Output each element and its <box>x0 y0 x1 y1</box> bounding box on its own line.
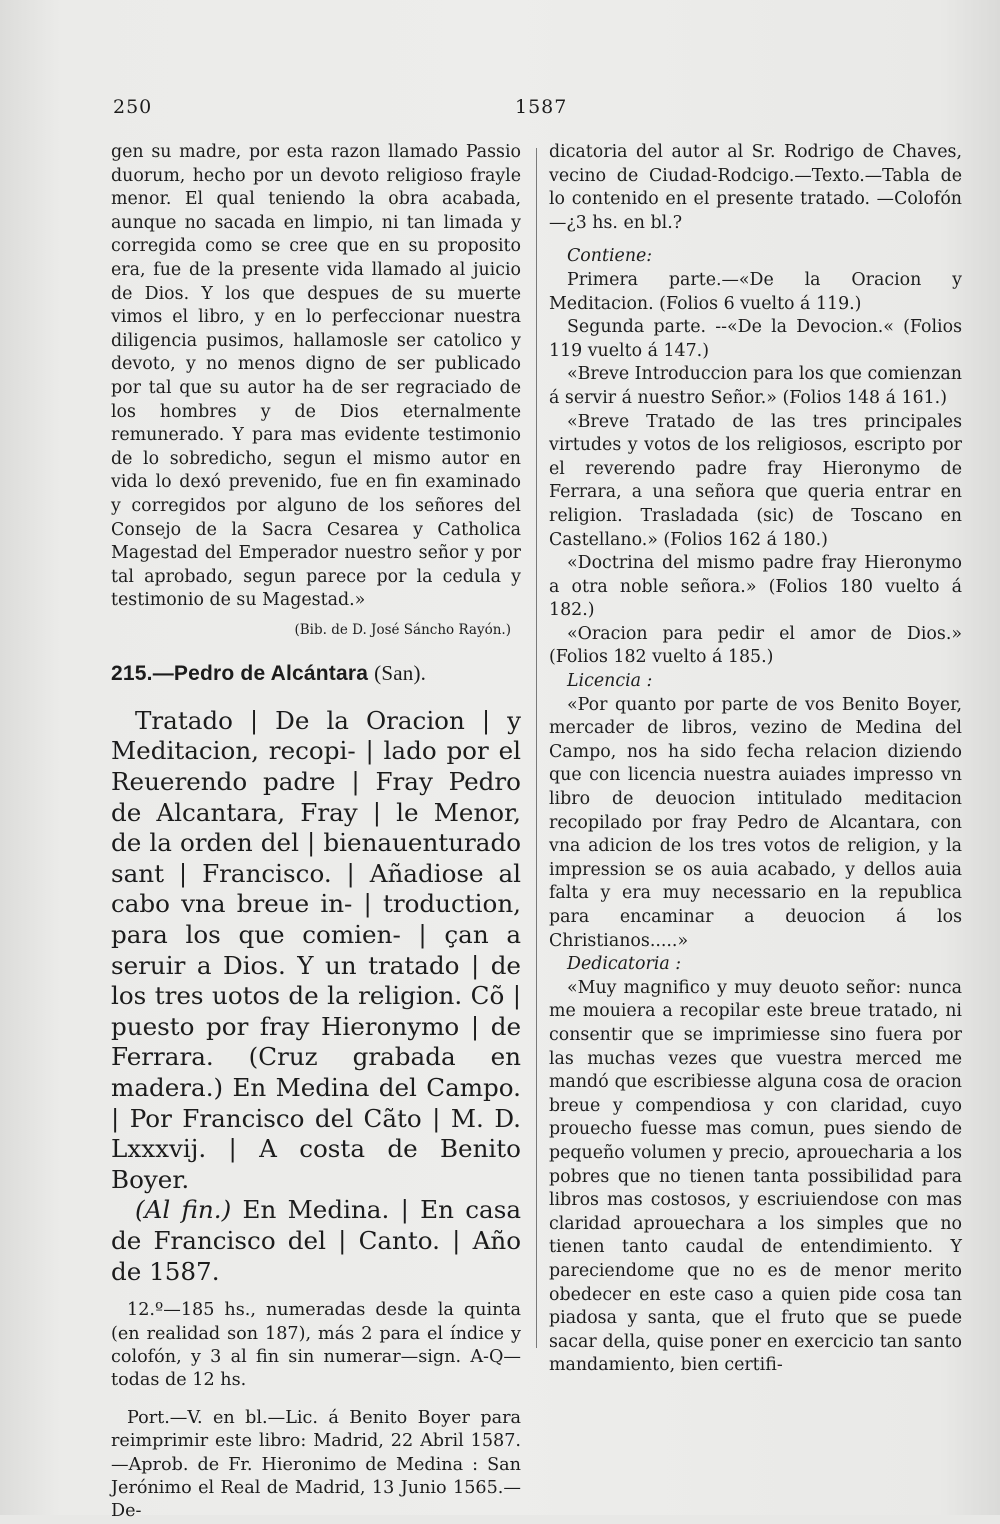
entry-heading <box>111 661 521 686</box>
licencia-label: Licencia : <box>567 671 653 692</box>
contents-item: «Breve Introduccion para los que comienzan á servir á nuestro Señor.» (Folios 148 á 161.) <box>549 364 962 408</box>
contents-item: «Doctrina del mismo padre fray Hieronymo a otra noble señora.» (Folios 180 vuelto á 182.) <box>549 553 962 621</box>
contiene-label: Contiene: <box>567 246 653 267</box>
source-citation: (Bib. de D. José Sáncho Rayón.) <box>294 621 511 638</box>
left-column <box>111 141 521 1524</box>
description-end: dicatoria del autor al Sr. Rodrigo de Chaves, vecino de Ciudad-Rodcigo.—Texto.—Tabla de lo contenido en el presente tratado. —Colofón—¿3 hs. en bl.? <box>549 142 962 233</box>
contents-item: «Breve Tratado de las tres principales virtudes y votos de los religiosos, escripto por el reverendo padre fray Hieronymo de Ferrara, a una señora que queria entrar en religion. Trasladada (sic) de Toscano en Castellano.» (Folios 162 á 180.) <box>549 411 962 550</box>
colophon-label: (Al fin.) <box>135 1195 232 1225</box>
contents-item: «Oracion para pedir el amor de Dios.» (Folios 182 vuelto á 185.) <box>549 623 962 668</box>
contents-item: Primera parte.—«De la Oracion y Meditacion. (Folios 6 vuelto á 119.) <box>549 269 962 314</box>
continuation-paragraph: gen su madre, por esta razon llamado Passio duorum, hecho por un devoto religioso frayle menor. El qual teniendo la obra acabada, aunque no sacada en limpio, ni tan limada y corregida como se cree que en su proposito era, fue de la presente vida llamado al juicio de Dios. Y los que despues de su muerte vimos el libro, y en lo perfeccionar nuestra diligencia pusimos, hallamosle ser catolico y devoto, y no menos digno de ser publicado por tal que su autor ha de ser regraciado de los hombres y de Dios eternalmente remunerado. Y para mas evidente testimonio de lo sobredicho, segun el mismo autor en vida lo dexó prevenido, fue en fin examinado y corregidos por alguno de los señores del Consejo de la Sacra Cesarea y Catholica Magestad del Emperador nuestro señor y por tal aprobado, segun parece por la cedula y testimonio de su Magestad.» <box>111 142 521 611</box>
entry-number: 215. <box>111 661 153 685</box>
description-start: Port.—V. en bl.—Lic. á Benito Boyer para reimprimir este libro: Madrid, 22 Abril 1587.—Aprob. de Fr. Hieronimo de Medina : San Jerónimo el Real de Madrid, 13 Junio 1565.—De- <box>111 1407 521 1522</box>
dedicatoria-label: Dedicatoria : <box>567 954 682 975</box>
contents-item: Segunda parte. --«De la Devocion.« (Folios 119 vuelto á 147.) <box>549 317 962 361</box>
column-divider <box>536 148 537 1348</box>
licencia-text: «Por quanto por parte de vos Benito Boyer, mercader de libros, vezino de Medina del Campo, nos ha sido fecha relacion diziendo que con licencia nuestra auiades impresso vn libro de deuocion intitulado meditacion recopilado por fray Pedro de Alcantara, con vna adicion de los tres votos de religion, y la impression se os auia acabado, y dellos auia falta y era muy necessario en la republica para encaminar a deuocion á los Christianos.....» <box>549 694 962 951</box>
title-transcription: Tratado | De la Oracion | y Meditacion, recopi- | lado por el Reuerendo padre | Fray Pedro de Alcantara, Fray | le Menor, de la orden del | bienauenturado sant | Francisco. | Añadiose al cabo vna breue in- | troduction, para los que comien- | çan a seruir a Dios. Y un tratado | de los tres uotos de la religion. Cõ | puesto por fray Hieronymo | de Ferrara. (Cruz grabada en madera.) En Medina del Campo. | Por Francisco del Cãto | M. D. Lxxxvij. | A costa de Benito Boyer. <box>111 705 521 1194</box>
entry-saint: (San). <box>374 660 427 685</box>
right-column <box>549 141 962 1378</box>
colophon-text: En Medina. | En casa de Francisco del | Canto. | Año de 1587. <box>111 1195 521 1286</box>
page-number: 250 <box>113 96 153 118</box>
collation: 12.º—185 hs., numeradas desde la quinta (en realidad son 187), más 2 para el índice y colofón, y 3 al fin sin numerar—sign. A-Q—todas de 12 hs. <box>111 1300 521 1391</box>
colophon <box>111 1195 521 1287</box>
running-head-year: 1587 <box>515 96 568 118</box>
dedicatoria-text: «Muy magnifico y muy deuoto señor: nunca me mouiera a recopilar este breue tratado, ni consentir que se imprimiesse sino fuera por las muchas vezes que vuestra merced me mandó que escribiesse alguna cosa de oracion breue y compendiosa y con claridad, cuyo prouecho fuesse mas comun, pues siendo de pequeño volumen y precio, aprouecharia a los pobres que no tienen tanta possibilidad para libros mas costosos, y escriuiendose con mas claridad aprouechara a los simples que no tienen tanto caudal de entendimiento. Y pareciendome que no es de menor merito obedecer en este caso a quien pide cosa tan piadosa y santa, que el fruto que se puede sacar della, quise poner en exercicio tan santo mandamiento, bien certifi- <box>549 977 962 1376</box>
entry-author: —Pedro de Alcántara <box>152 661 369 685</box>
